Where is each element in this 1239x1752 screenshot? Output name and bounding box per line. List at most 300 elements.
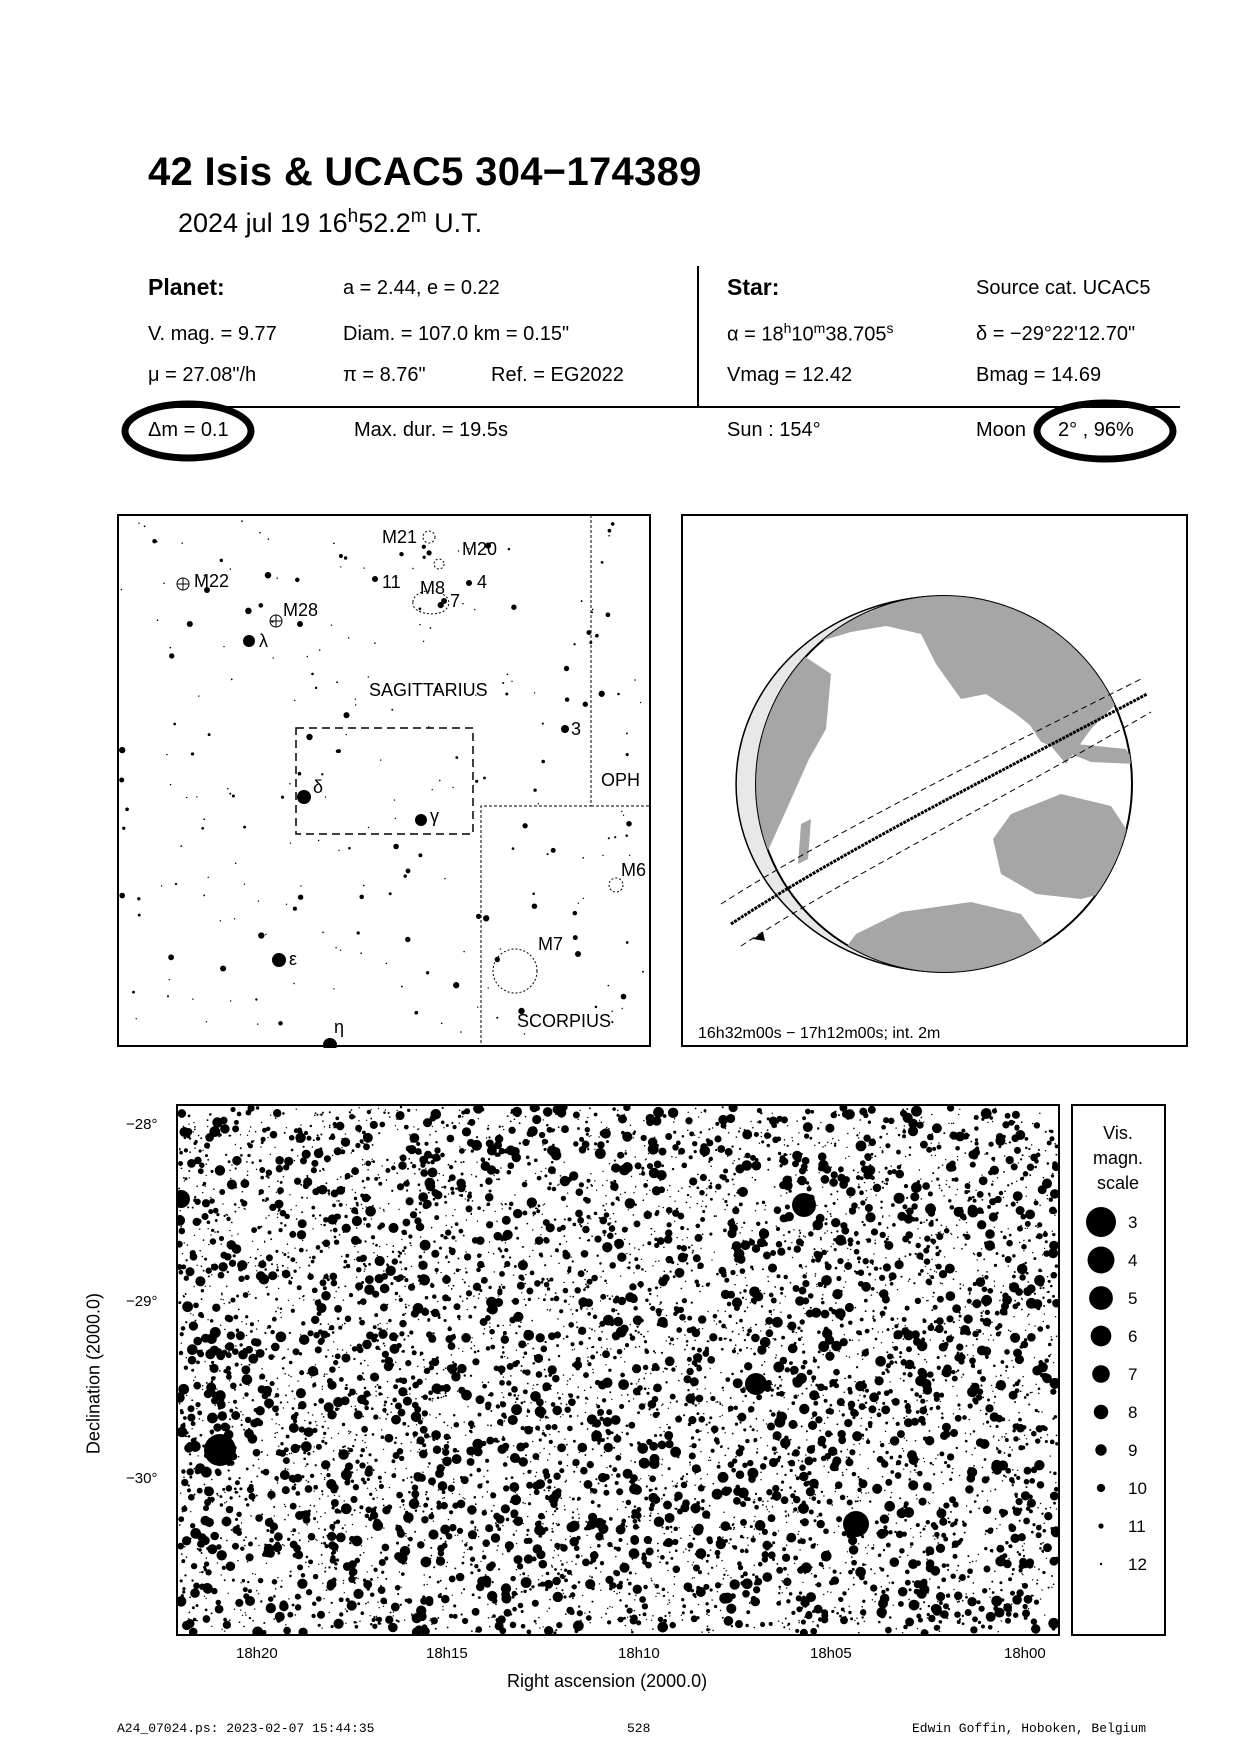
star-dot [629,855,630,856]
star-dot [928,1605,930,1607]
star-dot [1050,1285,1053,1288]
star-dot [656,1408,659,1411]
star-dot [801,1460,803,1462]
star-dot [711,1259,712,1260]
star-dot [559,1309,563,1313]
star-dot [526,1529,529,1532]
star-dot [550,1298,553,1301]
star-dot [742,1130,752,1140]
star-dot [751,1334,760,1343]
star-dot [390,1282,393,1285]
star-dot [193,1286,194,1287]
star-dot [407,1168,409,1170]
star-dot [371,1407,374,1410]
star-dot [606,1430,611,1435]
star-dot [1016,1498,1023,1505]
star-dot [1050,1130,1054,1134]
star-dot [328,1541,336,1549]
star-dot [236,1525,239,1528]
star-dot [804,1573,806,1575]
star-dot [323,1598,324,1599]
star-dot [633,1524,639,1530]
star-dot [601,1347,602,1348]
star-dot [572,1517,574,1519]
star-dot [455,1535,456,1536]
star-dot [703,1413,704,1414]
star-dot [825,1352,834,1361]
star-dot [613,1447,615,1449]
star-dot [169,647,171,649]
star-dot [368,1517,373,1522]
star-dot [733,1517,735,1519]
star-dot [639,1403,646,1410]
star-dot [385,1616,393,1624]
star-dot [771,1314,772,1315]
star-dot [925,1266,926,1267]
star-dot [618,1538,622,1542]
star-dot [291,1486,296,1491]
star-dot [695,1404,697,1406]
star-dot [188,1356,197,1365]
star-dot [179,1524,181,1526]
star-dot [500,1356,503,1359]
star-dot [187,1414,195,1422]
star-dot [889,1582,891,1584]
star-dot [434,1147,440,1153]
star-dot [234,918,235,919]
star-dot [617,1349,623,1355]
star-dot [880,1207,882,1209]
star-dot [486,1137,488,1139]
star-dot [884,1240,887,1243]
star-dot [717,1145,725,1153]
star-dot [791,1401,795,1405]
star-dot [787,1453,789,1455]
star-dot [541,1171,542,1172]
star-dot [716,1215,717,1216]
star-dot [478,1293,480,1295]
star-dot [943,1132,945,1134]
star-dot [697,1262,704,1269]
star-dot [311,1376,312,1377]
star-dot [368,827,369,828]
star-dot [245,1536,247,1538]
star-dot [647,1180,648,1181]
star-dot [721,1348,724,1351]
star-dot [245,1417,251,1423]
star-dot [399,1252,402,1255]
star-dot [503,1485,509,1491]
star-dot [219,1370,221,1372]
star-dot [889,1215,890,1216]
star-dot [991,1157,995,1161]
star-dot [363,1378,365,1380]
star-dot [701,1507,705,1511]
star-dot [467,1309,468,1310]
star-dot [666,1207,673,1214]
star-dot [831,1112,837,1118]
star-dot [624,1192,626,1194]
star-dot [353,1589,363,1599]
star-dot [266,1563,267,1564]
star-dot [578,1605,580,1607]
star-dot [597,1518,599,1520]
star-dot [417,1366,418,1367]
star-dot [211,1612,213,1614]
star-dot [437,1301,438,1302]
star-dot [775,1384,776,1385]
star-dot [245,608,252,615]
star-dot [743,1330,744,1331]
star-dot [681,1163,687,1169]
star-dot [910,1528,911,1529]
star-dot [879,1147,880,1148]
star-dot [905,1580,911,1586]
star-dot [389,1116,391,1118]
star-dot [997,1631,998,1632]
star-dot [965,1440,968,1443]
star-dot [570,1592,575,1597]
star-dot [419,1202,422,1205]
star-dot [815,1584,817,1586]
star-dot [524,1299,526,1301]
star-dot [474,1496,477,1499]
star-dot [848,1536,857,1545]
star-dot [874,1266,879,1271]
star-dot [329,1325,334,1330]
star-dot [685,1117,692,1124]
star-dot [567,1570,572,1575]
star-dot [387,1256,388,1257]
star-dot [545,1495,548,1498]
star-dot [1037,1222,1042,1227]
star-dot [785,1204,790,1209]
star-dot [532,1250,534,1252]
star-dot [205,1609,208,1612]
star-dot [916,1191,917,1192]
star-dot [988,1339,989,1340]
star-dot [787,1461,789,1463]
star-dot [466,1542,468,1544]
star-dot [622,1432,623,1433]
star-dot [711,1599,713,1601]
star-dot [409,1393,410,1394]
star-dot [307,1373,309,1375]
star-dot [702,1210,705,1213]
star-dot [560,1569,562,1571]
star-dot [410,1476,412,1478]
star-dot [698,1315,706,1323]
star-dot [987,1399,990,1402]
star-dot [865,1428,868,1431]
star-dot [794,1245,801,1252]
star-dot [508,1596,510,1598]
star-dot [243,1292,249,1298]
star-dot [402,1249,405,1252]
star-dot [596,1351,598,1353]
star-dot [423,1503,428,1508]
star-dot [549,1310,550,1311]
star-dot [411,1346,414,1349]
star-dot [858,1207,860,1209]
star-dot [543,1489,545,1491]
star-dot [442,1275,451,1284]
star-dot [760,1471,762,1473]
star-dot [464,1253,471,1260]
star-dot [813,1248,815,1250]
star-dot [468,1192,472,1196]
star-dot [418,1183,421,1186]
star-dot [1030,1154,1038,1162]
star-dot [178,1516,184,1522]
star-dot [846,1187,856,1197]
star-dot [763,1373,765,1375]
star-dot [426,971,429,974]
star-dot [710,1588,713,1591]
star-dot [663,1371,664,1372]
star-dot [944,1256,945,1257]
star-dot [580,1481,582,1483]
star-dot [552,1375,560,1383]
star-dot [967,1555,969,1557]
star-dot [509,1207,512,1210]
star-dot [994,1280,995,1281]
star-dot [700,1174,707,1181]
star-dot [286,1454,287,1455]
star-dot [509,1256,511,1258]
star-dot [594,1212,598,1216]
star-dot [414,1217,421,1224]
star-dot [547,853,549,855]
star-dot [724,1278,729,1283]
star-dot [184,1148,188,1152]
star-dot [201,1298,203,1300]
star-dot [346,1610,348,1612]
star-dot [521,1577,532,1588]
star-dot [904,1125,905,1126]
star-dot [284,1506,286,1508]
star-dot [439,1413,441,1415]
star-dot [280,1308,283,1311]
star-dot [459,1494,460,1495]
star-dot [442,1543,448,1549]
star-dot [712,1630,714,1632]
star-dot [634,1220,641,1227]
star-dot [833,1344,835,1346]
star-dot [957,1159,959,1161]
star-dot [1027,1315,1028,1316]
star-dot [216,1388,217,1389]
star-dot [738,1130,740,1132]
star-dot [236,1163,239,1166]
star-dot [599,1262,602,1265]
star-dot [181,542,182,543]
star-dot [363,1263,366,1266]
star-dot [230,568,232,570]
star-dot [560,1560,562,1562]
star-dot [423,641,424,642]
star-dot [560,1416,561,1417]
star-dot [436,1359,438,1361]
star-dot [209,1113,212,1116]
star-dot [731,1622,732,1623]
star-dot [167,995,169,997]
star-dot [966,1231,968,1233]
star-dot [898,1587,908,1597]
star-dot [668,1408,669,1409]
star-dot [188,1469,189,1470]
star-dot [681,1506,684,1509]
star-dot [655,1261,656,1262]
planet-motion: μ = 27.08"/h [148,364,257,386]
star-dot [422,545,426,549]
star-dot [435,1141,437,1143]
star-dot [871,1153,874,1156]
star-dot [416,1424,417,1425]
star-dot [187,1206,189,1208]
star-dot [554,1446,555,1447]
star-dot [865,1547,866,1548]
event-datetime: 2024 jul 19 16$^h$52.2$^m$ U.T. [178,206,483,238]
star-dot [505,693,508,696]
star-dot [190,1588,200,1598]
star-dot [294,1247,295,1248]
star-dot [891,1492,892,1493]
star-dot [429,1134,431,1136]
star-dot [597,1141,604,1148]
star-dot [796,1595,802,1601]
star-dot [629,1283,636,1290]
star-dot [518,1325,520,1327]
star-dot [903,1338,905,1340]
star-dot [787,1314,792,1319]
star-dot [892,1605,893,1606]
star-dot [669,1602,670,1603]
star-dot [943,1502,949,1508]
star-dot [996,1545,1004,1553]
star-dot [1025,1443,1028,1446]
star-dot [272,1317,277,1322]
finder-chart [117,514,652,1048]
star-dot [334,1239,339,1244]
star-dot [260,1146,261,1147]
star-dot [690,1196,691,1197]
star-dot [603,1417,613,1427]
star-dot [978,1554,979,1555]
star-dot [1008,1453,1012,1457]
star-dot [323,1437,324,1438]
star-dot [538,1298,539,1299]
star-dot [753,1501,756,1504]
star-dot [351,1480,354,1483]
star-dot [552,1128,555,1131]
star-vmag: Vmag = 12.42 [727,364,853,386]
star-dot [356,1227,358,1229]
star-dot [978,1606,984,1612]
star-dot [220,965,226,971]
star-dot [880,1441,881,1442]
star-dot [412,1431,417,1436]
star-dot [729,1339,732,1342]
star-dot [922,1330,926,1334]
star-dot [211,1434,212,1435]
star-dot [953,1307,956,1310]
star-dot [568,1266,572,1270]
star-dot [390,1344,400,1354]
star-dot [762,1556,768,1562]
star-dot [920,1532,922,1534]
star-dot [770,1250,776,1256]
star-dot [836,1423,838,1425]
star-dot [665,1526,669,1530]
star-dot [419,624,420,625]
star-dot [876,1532,879,1535]
star-dot [298,895,303,900]
star-dot [848,1242,853,1247]
star-dot [421,1396,423,1398]
star-dot [184,1366,188,1370]
star-dot [1028,1156,1029,1157]
star-dot [633,1192,634,1193]
star-dot [306,1463,308,1465]
star-dot [243,1539,245,1541]
star-dot [913,1282,915,1284]
star-dot [284,1504,285,1505]
star-dot [746,1285,748,1287]
star-dot [776,1354,777,1355]
star-dot [663,1270,665,1272]
star-dot [840,1495,846,1501]
star-dot [489,1626,490,1627]
star-dot [751,1230,752,1231]
star-dot [709,1282,711,1284]
star-dot [982,1467,984,1469]
star-dot [550,1388,552,1390]
star-dot [463,1497,464,1498]
star-dot [437,1397,440,1400]
star-dot [552,1557,554,1559]
star-dot [470,1557,475,1562]
star-dot [475,1503,477,1505]
star-dot [730,1397,732,1399]
star-dot [694,1577,695,1578]
star-dot [899,1548,905,1554]
star-dot [988,1625,993,1630]
star-dot [275,1393,280,1398]
star-dot [363,567,364,568]
star-dot [1021,1538,1023,1540]
star-dot [647,1331,648,1332]
star-dot [926,1400,928,1402]
star-dot [1029,1429,1031,1431]
star-dot [917,1122,924,1129]
star-dot [819,1430,821,1432]
star-dot [440,1538,442,1540]
star-dot [431,1361,432,1362]
star-dot [980,1315,982,1317]
star-dot [372,1624,377,1629]
star-dot [343,1266,346,1269]
star-dot [776,1473,778,1475]
star-dot [291,1309,295,1313]
star-dot [776,1601,781,1606]
star-dot [611,522,615,526]
star-dot [659,1304,660,1305]
star-dot [265,1197,269,1201]
star-dot [488,1382,490,1384]
star-dot [202,1184,204,1186]
star-dot [393,844,399,850]
